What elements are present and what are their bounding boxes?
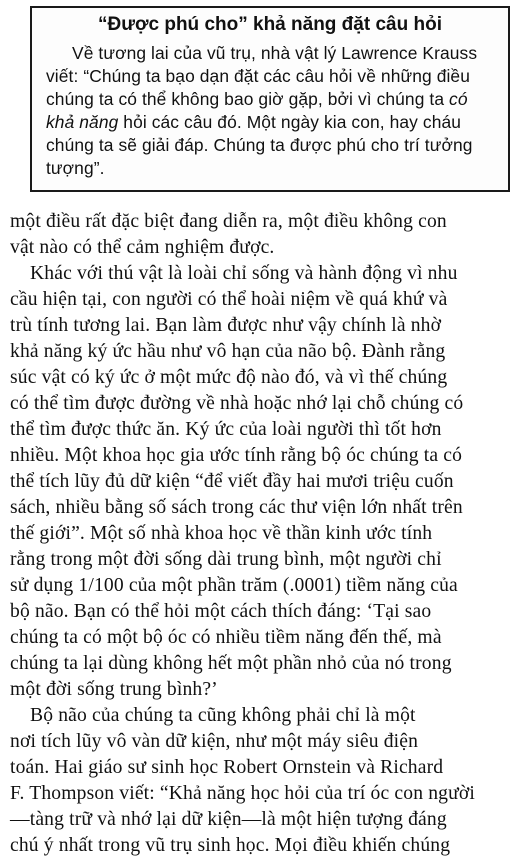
body-line: toán. Hai giáo sư sinh học Robert Ornstein và Richard — [10, 757, 444, 778]
sidebar-line: chúng ta có thể không bao giờ gặp, bởi vì chúng ta có — [46, 89, 468, 109]
body-line: cầu hiện tại, con người có thể hoài niệm về quá khứ và — [10, 289, 448, 310]
body-line: vật nào có thể cảm nghiệm được. — [10, 237, 275, 258]
sidebar-title: “Được phú cho” khả năng đặt câu hỏi — [98, 14, 442, 35]
body-line: sử dụng 1/100 của một phần trăm (.0001) tiềm năng của — [10, 575, 458, 596]
sidebar-line: chúng ta sẽ giải đáp. Chúng ta được phú cho trí tưởng — [46, 135, 473, 155]
body-line: —tàng trữ và nhớ lại dữ kiện—là một hiện tượng đáng — [10, 809, 447, 830]
body-line: chúng ta có một bộ óc có nhiều tiềm năng đến thế, mà — [10, 627, 442, 648]
emphasis-text: có — [449, 89, 468, 109]
sidebar-line: tượng”. — [46, 158, 105, 178]
body-line: sách, nhiều bằng số sách trong các thư viện lớn nhất trên — [10, 497, 463, 518]
body-line: thể tích lũy đủ dữ kiện “để viết đầy hai mươi triệu cuốn — [10, 471, 454, 492]
body-line: F. Thompson viết: “Khả năng học hỏi của trí óc con người — [10, 783, 475, 804]
body-line: bộ não. Bạn có thể hỏi một cách thích đáng: ‘Tại sao — [10, 601, 432, 622]
body-line: nơi tích lũy vô vàn dữ kiện, như một máy siêu điện — [10, 731, 419, 752]
sidebar-line: khả năng hỏi các câu đó. Một ngày kia con, hay cháu — [46, 112, 462, 132]
body-line: một điều rất đặc biệt đang diễn ra, một điều không con — [10, 211, 447, 232]
sidebar-line: viết: “Chúng ta bạo dạn đặt các câu hỏi về những điều — [46, 66, 470, 86]
sidebar-line: Về tương lai của vũ trụ, nhà vật lý Lawrence Krauss — [72, 43, 478, 63]
body-line: thể tìm được thức ăn. Ký ức của loài người thì tốt hơn — [10, 419, 442, 440]
body-line: Bộ não của chúng ta cũng không phải chỉ là một — [30, 705, 416, 726]
body-line: nhiều. Một khoa học gia ước tính rằng bộ óc chúng ta có — [10, 445, 463, 466]
body-line: khả năng ký ức hầu như vô hạn của não bộ. Đành rằng — [10, 341, 446, 362]
sidebar-box — [30, 6, 510, 192]
body-line: rằng trong một đời sống dài trung bình, một người chỉ — [10, 549, 442, 570]
body-line: chúng ta lại dùng không hết một phần nhỏ của nó trong — [10, 653, 452, 674]
body-line: chú ý nhất trong vũ trụ sinh học. Mọi điều khiến chúng — [10, 835, 451, 856]
emphasis-text: khả năng — [46, 112, 119, 132]
body-line: thế giới”. Một số nhà khoa học về thần kinh ước tính — [10, 523, 433, 544]
body-line: có thể tìm được đường về nhà hoặc nhớ lại chỗ chúng có — [10, 393, 464, 414]
body-line: trù tính tương lai. Bạn làm được như vậy chính là nhờ — [10, 315, 442, 336]
body-line: súc vật có ký ức ở một mức độ nào đó, và vì thế chúng — [10, 367, 448, 388]
body-line: Khác với thú vật là loài chỉ sống và hành động vì nhu — [30, 263, 458, 284]
body-line: một đời sống trung bình?’ — [10, 679, 218, 700]
